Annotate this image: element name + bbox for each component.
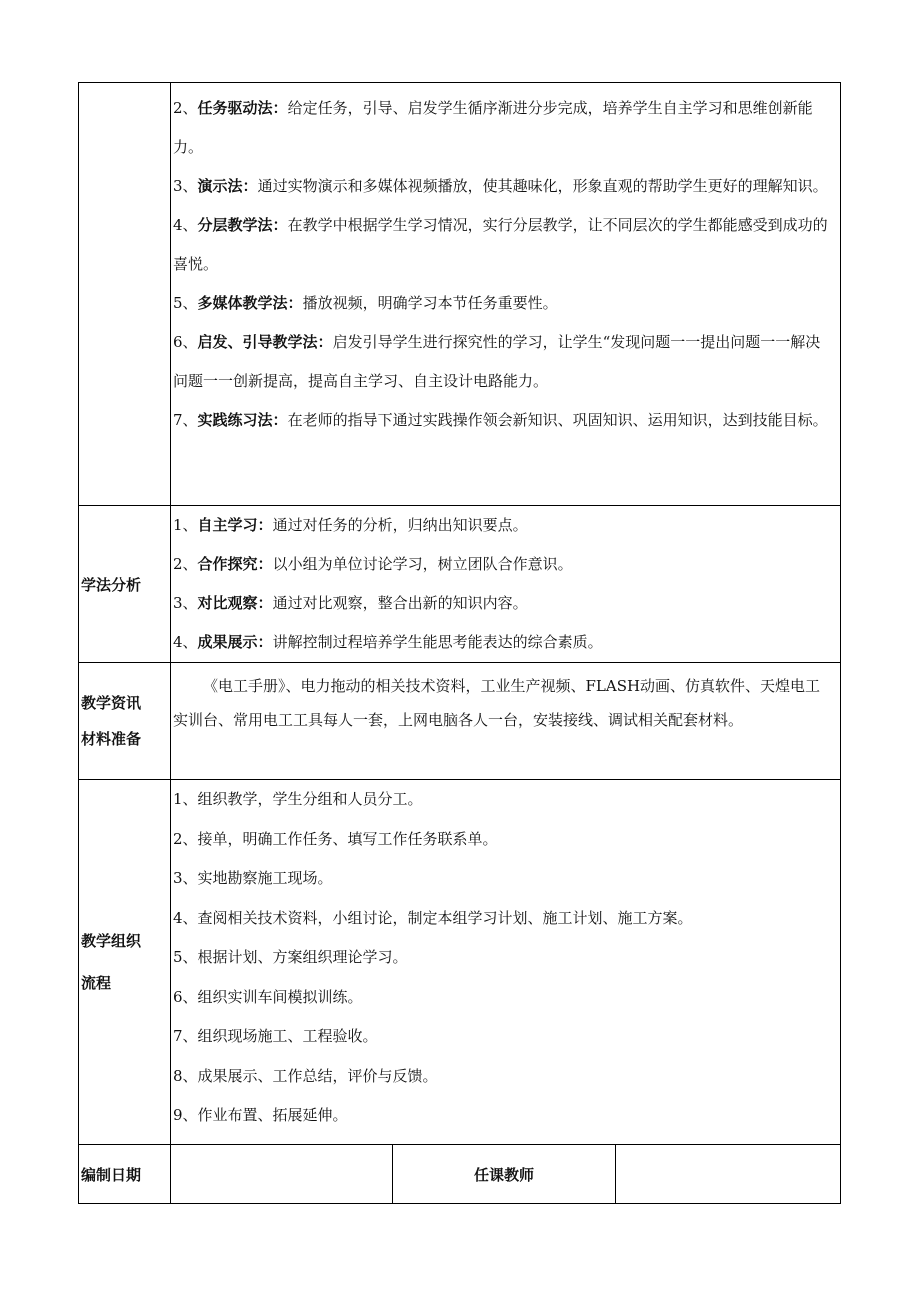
process-step: 9、作业布置、拓展延伸。: [173, 1106, 348, 1124]
lesson-plan-table: [78, 82, 841, 1204]
process-steps-list: [173, 780, 832, 1136]
process-step: 5、根据计划、方案组织理论学习。: [173, 948, 408, 966]
teaching-method-number: 3、: [173, 177, 198, 195]
teaching-method-item: [173, 401, 832, 440]
process-step: 8、成果展示、工作总结，评价与反馈。: [173, 1066, 438, 1085]
study-analysis-list: [173, 506, 832, 662]
teaching-method-title: 多媒体教学法：: [197, 294, 303, 312]
process-step: 6、组织实训车间模拟训练。: [173, 987, 363, 1006]
study-method-title: 对比观察：: [197, 594, 273, 612]
teaching-method-title: 实践练习法：: [197, 411, 288, 429]
study-method-text: 讲解控制过程培养学生能思考能表达的综合素质。: [272, 633, 603, 651]
teaching-method-item: [173, 167, 832, 206]
teaching-method-title: 分层教学法：: [197, 216, 288, 234]
study-method-title: 自主学习：: [197, 516, 273, 534]
lesson-plan-sheet: [78, 82, 840, 1204]
teaching-method-text: 给定任务，引导、启发学生循序渐进分步完成，培养学生自主学习和思维创新能力。: [173, 99, 813, 156]
study-method-item: [173, 623, 832, 662]
process-step: 1、组织教学，学生分组和人员分工。: [173, 790, 423, 808]
footer-row: [79, 1145, 841, 1204]
teaching-method-number: 6、: [173, 333, 198, 351]
process-step: 4、查阅相关技术资料，小组讨论，制定本组学习计划、施工计划、施工方案。: [173, 908, 693, 927]
process-cell: [171, 780, 841, 1145]
study-analysis-row: [79, 506, 841, 663]
teaching-methods-cell: [171, 83, 841, 506]
teaching-method-number: 2、: [173, 99, 198, 117]
study-method-title: 成果展示：: [197, 633, 273, 651]
study-method-number: 3、: [173, 594, 198, 612]
teacher-value-cell: [616, 1145, 841, 1204]
materials-cell: [171, 663, 841, 780]
process-step: 3、实地勘察施工现场。: [173, 869, 333, 887]
date-value-cell: [171, 1145, 393, 1204]
materials-label: [79, 663, 171, 780]
teacher-label: 任课教师: [393, 1145, 616, 1204]
process-step: 2、接单，明确工作任务、填写工作任务联系单。: [173, 829, 498, 848]
teaching-method-text: 启发引导学生进行探究性的学习，让学生“发现问题一一提出问题一一解决问题一一创新提高，提高自主学习、自主设计电路能力。: [173, 333, 821, 390]
process-label: [79, 780, 171, 1145]
teaching-methods-row: [79, 83, 841, 506]
study-analysis-label: 学法分析: [79, 506, 171, 663]
process-label-line2: 流程: [81, 974, 112, 992]
materials-row: [79, 663, 841, 780]
materials-label-line2: 材料准备: [81, 730, 142, 748]
teaching-method-text: 播放视频，明确学习本节任务重要性。: [302, 294, 558, 312]
teaching-method-item: [173, 206, 832, 284]
teaching-method-item: [173, 284, 832, 323]
teaching-method-title: 演示法：: [197, 177, 258, 195]
study-method-title: 合作探究：: [197, 555, 273, 573]
teaching-method-text: 在教学中根据学生学习情况，实行分层教学，让不同层次的学生都能感受到成功的喜悦。: [173, 216, 828, 273]
process-label-line1: 教学组织: [81, 932, 142, 950]
date-label: 编制日期: [79, 1145, 171, 1204]
study-method-item: [173, 506, 832, 545]
study-method-number: 2、: [173, 555, 198, 573]
teaching-method-item: [173, 89, 832, 167]
teaching-methods-label-cell: [79, 83, 171, 506]
teaching-methods-list: [173, 83, 832, 505]
teaching-method-text: 通过实物演示和多媒体视频播放，使其趣味化，形象直观的帮助学生更好的理解知识。: [257, 177, 828, 195]
study-method-text: 通过对任务的分析，归纳出知识要点。: [272, 516, 528, 534]
process-row: [79, 780, 841, 1145]
process-step: 7、组织现场施工、工程验收。: [173, 1027, 378, 1045]
study-analysis-cell: [171, 506, 841, 663]
teaching-method-number: 4、: [173, 216, 198, 234]
materials-text: 《电工手册》、电力拖动的相关技术资料，工业生产视频、FLASH动画、仿真软件、天煌电工实训台、常用电工工具每人一套，上网电脑各人一台，安装接线、调试相关配套材料。: [173, 677, 821, 729]
study-method-text: 通过对比观察，整合出新的知识内容。: [272, 594, 528, 612]
teaching-method-number: 7、: [173, 411, 198, 429]
teaching-method-title: 启发、引导教学法：: [197, 333, 333, 351]
study-method-item: [173, 584, 832, 623]
teaching-method-number: 5、: [173, 294, 198, 312]
study-method-number: 1、: [173, 516, 198, 534]
materials-label-line1: 教学资讯: [81, 694, 142, 712]
teaching-method-text: 在老师的指导下通过实践操作领会新知识、巩固知识、运用知识，达到技能目标。: [287, 411, 828, 429]
study-method-number: 4、: [173, 633, 198, 651]
teaching-method-item: [173, 323, 832, 401]
teaching-method-title: 任务驱动法：: [197, 99, 288, 117]
study-method-item: [173, 545, 832, 584]
study-method-text: 以小组为单位讨论学习，树立团队合作意识。: [272, 555, 573, 573]
